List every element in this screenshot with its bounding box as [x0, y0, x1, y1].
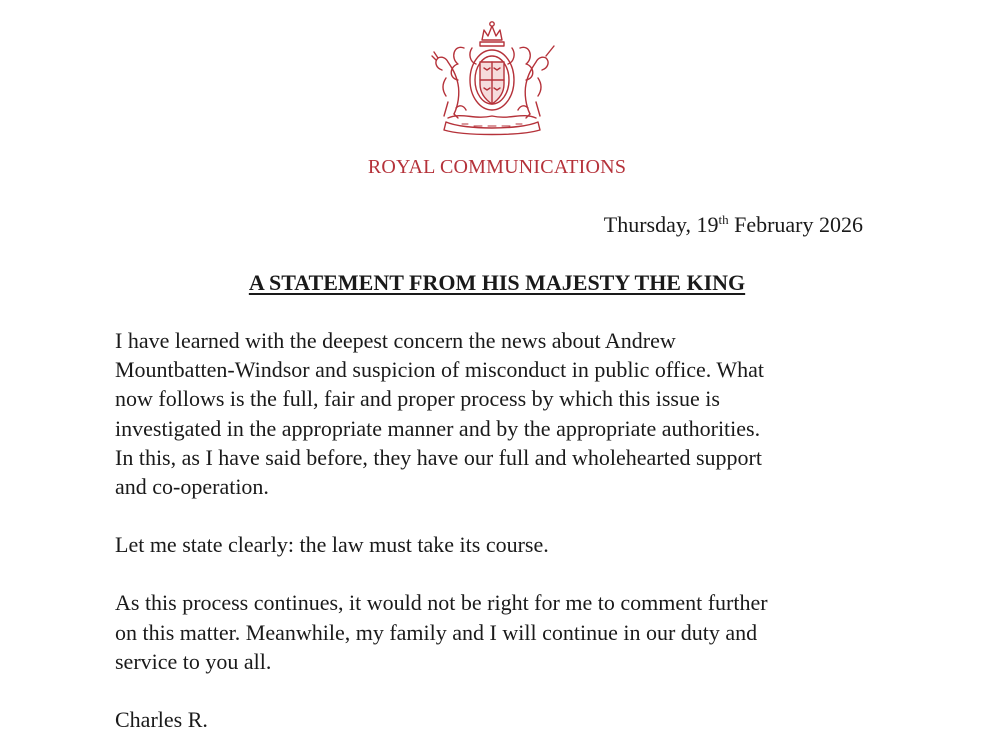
paragraph: [115, 588, 875, 676]
date-day-suffix: th: [718, 212, 729, 227]
statement-date: [604, 212, 863, 238]
date-day: 19: [696, 212, 719, 237]
royal-coat-of-arms-icon: [428, 18, 556, 136]
text-line: service to you all.: [115, 648, 272, 674]
text-line: As this process continues, it would not be right for me to comment further: [115, 590, 768, 616]
text-line: and co-operation.: [115, 474, 269, 500]
signature: Charles R.: [115, 707, 208, 733]
paragraph: [115, 326, 875, 501]
statement-title: A STATEMENT FROM HIS MAJESTY THE KING: [248, 270, 746, 295]
department-heading: ROYAL COMMUNICATIONS: [367, 156, 627, 178]
text-line: investigated in the appropriate manner and by the appropriate authorities.: [115, 415, 761, 441]
text-line: now follows is the full, fair and proper process by which this issue is: [115, 386, 720, 412]
text-line: I have learned with the deepest concern the news about Andrew: [115, 328, 676, 353]
text-line: on this matter. Meanwhile, my family and I will continue in our duty and: [115, 619, 758, 645]
date-weekday: Thursday,: [603, 212, 691, 237]
date-month-year: February 2026: [734, 212, 863, 237]
statement-body: [115, 326, 875, 734]
paragraph: [115, 530, 875, 559]
text-line: Mountbatten-Windsor and suspicion of misconduct in public office. What: [115, 357, 765, 383]
text-line: In this, as I have said before, they have our full and wholehearted support: [115, 444, 762, 470]
text-line: Let me state clearly: the law must take its course.: [115, 532, 549, 558]
